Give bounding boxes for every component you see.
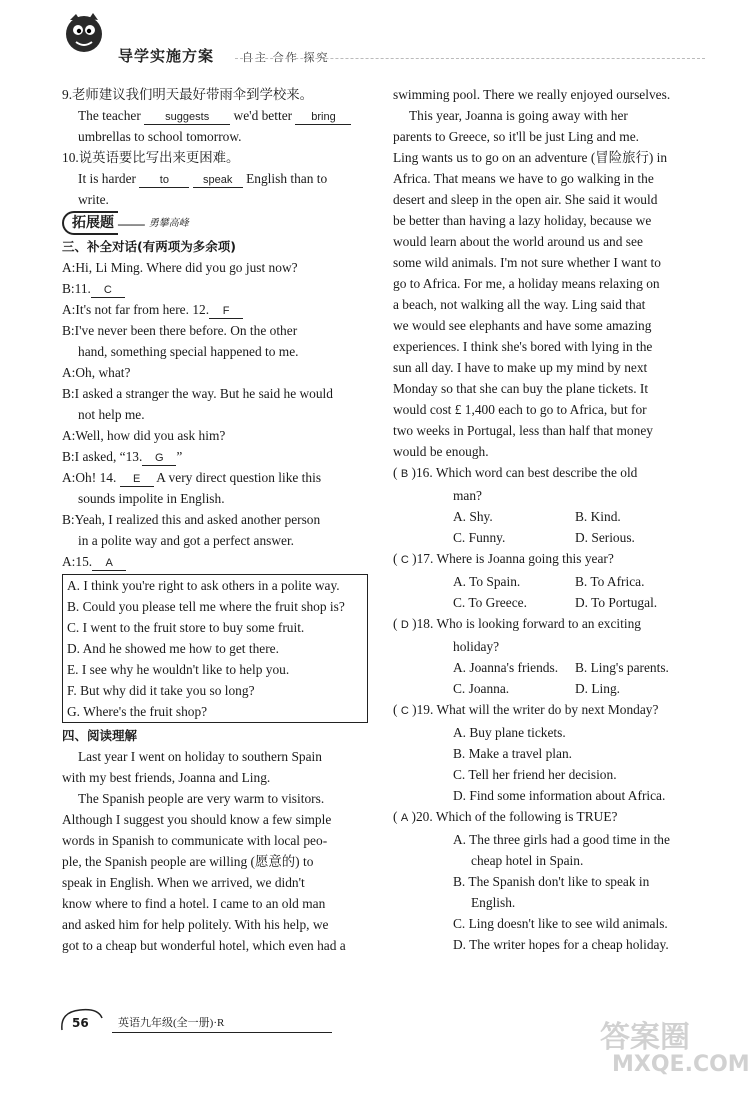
right-column	[393, 84, 697, 955]
option-item: A. I think you're right to ask others in a polite way.	[67, 578, 340, 593]
reading-passage-right	[393, 84, 697, 462]
option-row: cheap hotel in Spain.	[471, 853, 584, 868]
question-19: ( C )19. What will the writer do by next Monday? A. Buy plane tickets. B. Make a travel plan. C. Tell her friend her decision. D. Find some information about Africa.	[393, 699, 697, 806]
header-title: 导学实施方案	[118, 47, 215, 65]
option-row: A. Buy plane tickets.	[453, 725, 566, 740]
dialogue-line: A:15. A	[62, 551, 368, 572]
left-column	[62, 84, 368, 956]
q10-sentence	[62, 168, 368, 189]
option-row: A. The three girls had a good time in the	[453, 832, 670, 847]
passage-line: would be enough.	[393, 444, 489, 459]
passage-line: desert and sleep in the open air. She said it would	[393, 192, 658, 207]
passage-line: The Spanish people are very warm to visitors.	[78, 791, 325, 806]
extension-sub: 勇攀高峰	[148, 217, 189, 229]
q9-answer-1: suggests	[144, 110, 230, 125]
q10-line3: write.	[78, 192, 109, 207]
watermark-logo: 答案圈	[600, 1020, 690, 1055]
option-row: A. Shy. B. Kind.	[453, 509, 621, 524]
page-header	[60, 10, 700, 70]
dialogue-line: in a polite way and got a perfect answer.	[78, 533, 295, 548]
passage-line: ple, the Spanish people are willing (愿意的) to	[62, 854, 314, 869]
passage-line: This year, Joanna is going away with her	[409, 108, 628, 123]
dialogue-options-box	[62, 574, 368, 723]
question-stem: Who is looking forward to an exciting	[436, 616, 641, 631]
extension-dash: ——	[118, 215, 145, 231]
page-number: 56	[72, 1016, 89, 1030]
page-footer	[62, 1010, 392, 1038]
section-3-title: 三、补全对话(有两项为多余项)	[62, 239, 236, 254]
option-row: C. Tell her friend her decision.	[453, 767, 617, 782]
q9-pre: The teacher	[78, 108, 141, 123]
q10-post: English than to	[246, 171, 328, 186]
passage-line: with my best friends, Joanna and Ling.	[62, 770, 271, 785]
q9-sentence	[62, 105, 368, 126]
option-row: D. The writer hopes for a cheap holiday.	[453, 937, 669, 952]
option-row: C. Funny. D. Serious.	[453, 530, 635, 545]
passage-line: we would see elephants and have some amazing	[393, 318, 652, 333]
passage-line: a beach, not walking all the way. Ling said that	[393, 297, 646, 312]
footer-rule	[112, 1032, 332, 1033]
option-row: B. Make a travel plan.	[453, 746, 572, 761]
option-item: B. Could you please tell me where the fruit shop is?	[67, 599, 345, 614]
q9-answer-2: bring	[295, 110, 351, 125]
passage-line: sun all day. I have to make up my mind by next	[393, 360, 648, 375]
passage-line: Although I suggest you should know a few simple	[62, 812, 332, 827]
question-stem: What will the writer do by next Monday?	[436, 702, 659, 717]
dialogue-line: sounds impolite in English.	[78, 491, 225, 506]
question-20: ( A )20. Which of the following is TRUE? A. The three girls had a good time in the cheap hotel in Spain. B. The Spanish don't like to speak in English. C. Ling doesn't like to see wild animals. D. The writer hopes for a cheap holiday.	[393, 806, 697, 955]
extension-banner	[62, 210, 368, 236]
passage-line: would learn about the world around us and see	[393, 234, 643, 249]
question-stem: Where is Joanna going this year?	[436, 551, 614, 566]
q9-mid: we'd better	[233, 108, 293, 123]
passage-line: go to Africa. For me, a holiday means relaxing on	[393, 276, 660, 291]
passage-line: Monday so that she can buy the plane tickets. It	[393, 381, 649, 396]
passage-line: parents to Greece, so it'll be just Ling and me.	[393, 129, 639, 144]
passage-line: words in Spanish to communicate with local peo-	[62, 833, 328, 848]
answer-mark: C	[400, 705, 409, 717]
question-stem: Which word can best describe the old	[435, 465, 638, 480]
option-item: E. I see why he wouldn't like to help you.	[67, 662, 290, 677]
dialogue-line: B:I asked a stranger the way. But he said he would	[62, 386, 333, 401]
dialogue-line: not help me.	[78, 407, 145, 422]
option-row: D. Find some information about Africa.	[453, 788, 666, 803]
dialogue-line: A:Well, how did you ask him?	[62, 428, 226, 443]
dialogue-line: B:I asked, “13. G ”	[62, 449, 183, 464]
dialogue-line: A:Oh! 14. E A very direct question like this	[62, 470, 322, 485]
passage-line: would cost £ 1,400 each to go to Africa, but for	[393, 402, 647, 417]
passage-line: two weeks in Portugal, less than half that money	[393, 423, 653, 438]
answer-mark: B	[400, 468, 409, 480]
question-17: ( C )17. Where is Joanna going this year? A. To Spain. B. To Africa. C. To Greece. D. To Portugal.	[393, 548, 697, 613]
watermark-site: MXQE.COM	[612, 1052, 750, 1077]
mascot-icon	[60, 10, 110, 60]
passage-line: Africa. That means we have to go walking in the	[393, 171, 654, 186]
option-row: C. Ling doesn't like to see wild animals.	[453, 916, 668, 931]
question-18: ( D )18. Who is looking forward to an exciting holiday? A. Joanna's friends. B. Ling's parents. C. Joanna. D. Ling.	[393, 613, 697, 699]
extension-tag: 拓展题	[62, 211, 118, 235]
dialogue-answer: A	[92, 556, 126, 571]
dialogue-line: A:It's not far from here. 12. F	[62, 299, 368, 320]
q9-line3: umbrellas to school tomorrow.	[78, 129, 242, 144]
option-row: A. Joanna's friends. B. Ling's parents.	[453, 660, 669, 675]
q10-answer-1: to	[139, 173, 189, 188]
section-4-title: 四、阅读理解	[62, 728, 138, 743]
q10-prompt: 10.说英语要比写出来更困难。	[62, 150, 240, 165]
passage-line: some wild animals. I'm not sure whether I want to	[393, 255, 661, 270]
passage-line: Last year I went on holiday to southern Spain	[78, 749, 322, 764]
passage-line: know where to find a hotel. I came to an old man	[62, 896, 326, 911]
passage-line: swimming pool. There we really enjoyed ourselves.	[393, 87, 671, 102]
q10-answer-2: speak	[193, 173, 243, 188]
dialogue-line: B:I've never been there before. On the other	[62, 323, 298, 338]
header-subtitle: 自主 合作 探究	[242, 52, 330, 64]
passage-line: and asked him for help politely. With his help, we	[62, 917, 329, 932]
option-row: C. Joanna. D. Ling.	[453, 681, 621, 696]
passage-line: experiences. I think she's bored with lying in the	[393, 339, 653, 354]
footer-book-title: 英语九年级(全一册)·R	[118, 1017, 225, 1029]
passage-line: got to a cheap but wonderful hotel, which even had a	[62, 938, 346, 953]
passage-line: be better than having a lazy holiday, because we	[393, 213, 652, 228]
dialogue-answer: F	[209, 304, 243, 319]
dialogue-line: A:Oh, what?	[62, 365, 131, 380]
dialogue	[62, 257, 368, 572]
answer-mark: A	[400, 812, 409, 824]
option-item: F. But why did it take you so long?	[67, 683, 255, 698]
question-stem-cont: man?	[453, 488, 482, 503]
passage-line: speak in English. When we arrived, we didn't	[62, 875, 305, 890]
answer-mark: D	[400, 619, 409, 631]
question-stem: Which of the following is TRUE?	[435, 809, 618, 824]
option-item: G. Where's the fruit shop?	[67, 704, 208, 719]
dialogue-answer: E	[120, 472, 154, 487]
passage-line: Ling wants us to go on an adventure (冒险旅行) in	[393, 150, 668, 165]
answer-mark: C	[400, 554, 409, 566]
option-row: B. The Spanish don't like to speak in	[453, 874, 650, 889]
dialogue-answer: C	[91, 283, 125, 298]
option-row: C. To Greece. D. To Portugal.	[453, 595, 658, 610]
q9-prompt: 9.老师建议我们明天最好带雨伞到学校来。	[62, 87, 314, 102]
option-item: C. I went to the fruit store to buy some fruit.	[67, 620, 305, 635]
dialogue-line: B:Yeah, I realized this and asked another person	[62, 512, 321, 527]
dialogue-line: B:11. C	[62, 278, 368, 299]
dialogue-line: A:Hi, Li Ming. Where did you go just now?	[62, 260, 298, 275]
option-row: English.	[471, 895, 516, 910]
question-stem-cont: holiday?	[453, 639, 500, 654]
reading-passage-left	[62, 746, 368, 956]
question-16: ( B )16. Which word can best describe the old man? A. Shy. B. Kind. C. Funny. D. Serious.	[393, 462, 697, 548]
header-divider	[235, 58, 705, 59]
q10-pre: It is harder	[78, 171, 137, 186]
dialogue-answer: G	[142, 451, 176, 466]
option-item: D. And he showed me how to get there.	[67, 641, 279, 656]
dialogue-line: hand, something special happened to me.	[78, 344, 299, 359]
option-row: A. To Spain. B. To Africa.	[453, 574, 645, 589]
